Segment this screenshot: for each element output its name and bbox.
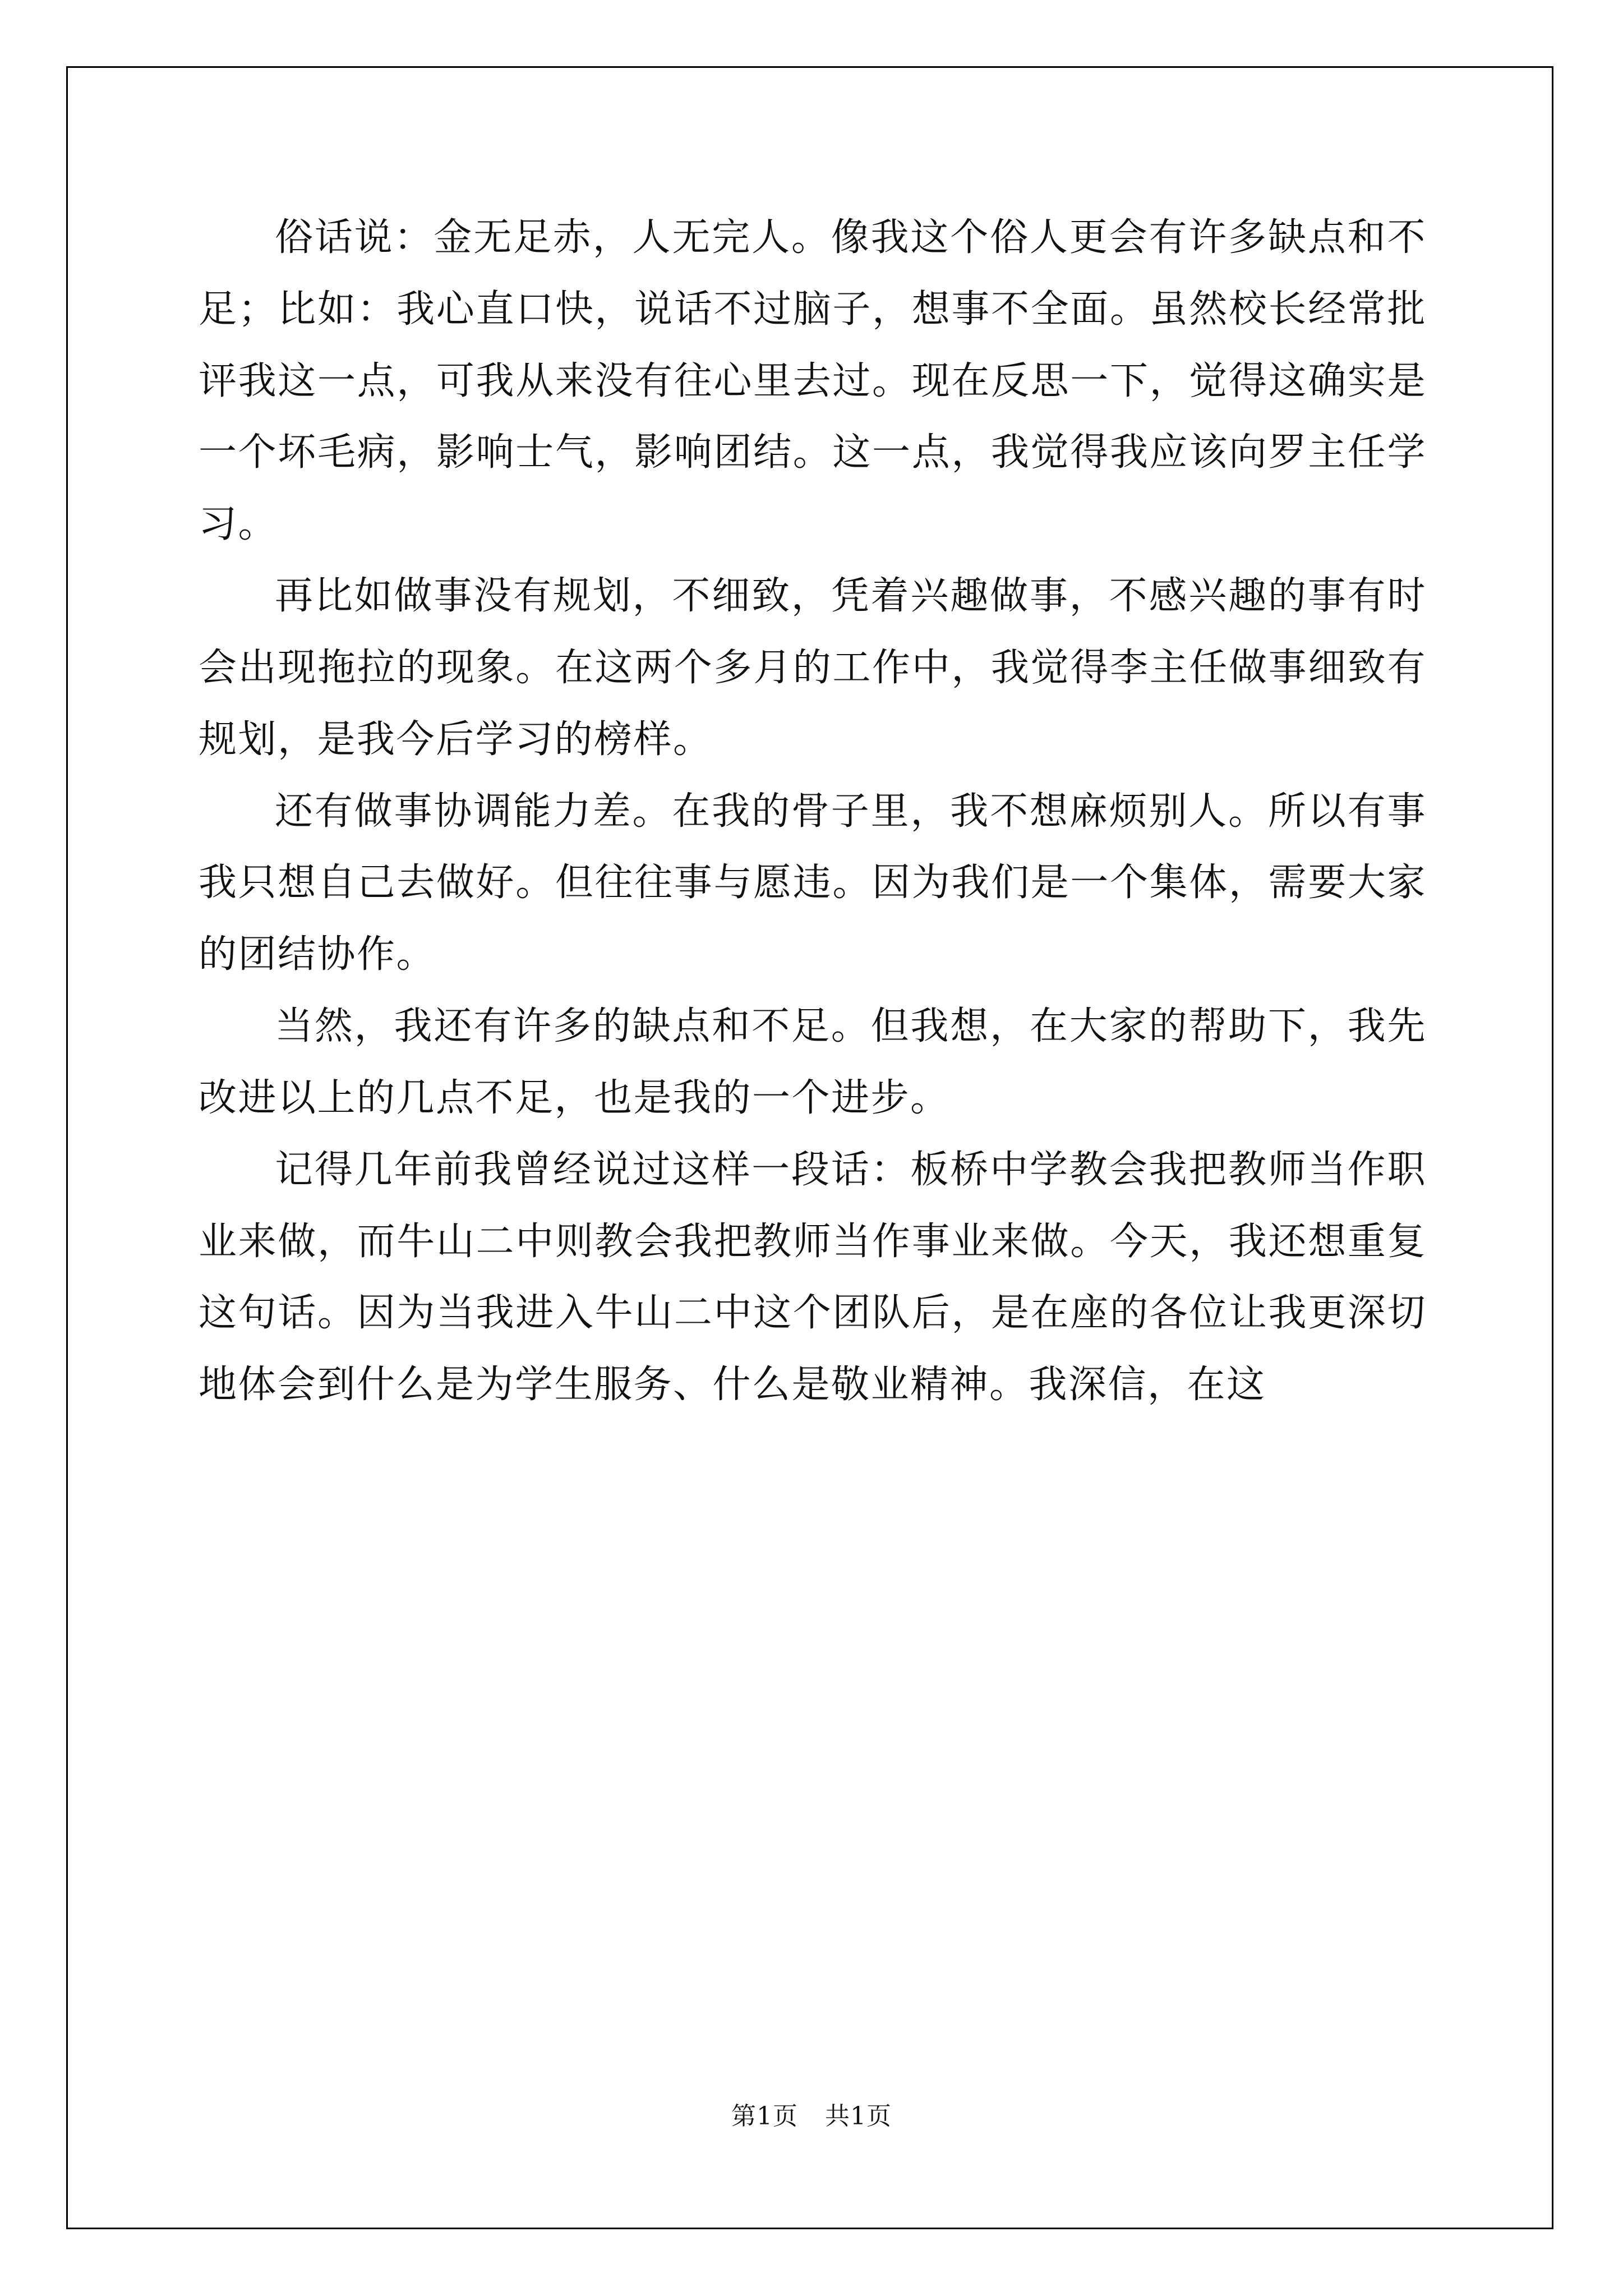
page-footer (0, 2096, 1623, 2132)
paragraph: 俗话说：金无足赤，人无完人。像我这个俗人更会有许多缺点和不足；比如：我心直口快，说话不过脑子，想事不全面。虽然校长经常批评我这一点，可我从来没有往心里去过。现在反思一下，觉得这确实是一个坏毛病，影响士气，影响团结。这一点，我觉得我应该向罗主任学习。 (199, 215, 1427, 547)
page-number: 第1页 (731, 2102, 798, 2131)
paragraph: 再比如做事没有规划，不细致，凭着兴趣做事，不感兴趣的事有时会出现拖拉的现象。在这两个多月的工作中，我觉得李主任做事细致有规划，是我今后学习的榜样。 (199, 574, 1427, 762)
paragraph: 当然，我还有许多的缺点和不足。但我想，在大家的帮助下，我先改进以上的几点不足，也是我的一个进步。 (199, 1004, 1427, 1120)
paragraph: 还有做事协调能力差。在我的骨子里，我不想麻烦别人。所以有事我只想自己去做好。但往往事与愿违。因为我们是一个集体，需要大家的团结协作。 (199, 789, 1427, 977)
paragraph: 记得几年前我曾经说过这样一段话：板桥中学教会我把教师当作职业来做，而牛山二中则教会我把教师当作事业来做。今天，我还想重复这句话。因为当我进入牛山二中这个团队后，是在座的各位让我更深切地体会到什么是为学生服务、什么是敬业精神。我深信，在这 (199, 1147, 1427, 1407)
page-total: 共1页 (825, 2102, 892, 2131)
document-body (199, 202, 1427, 1421)
